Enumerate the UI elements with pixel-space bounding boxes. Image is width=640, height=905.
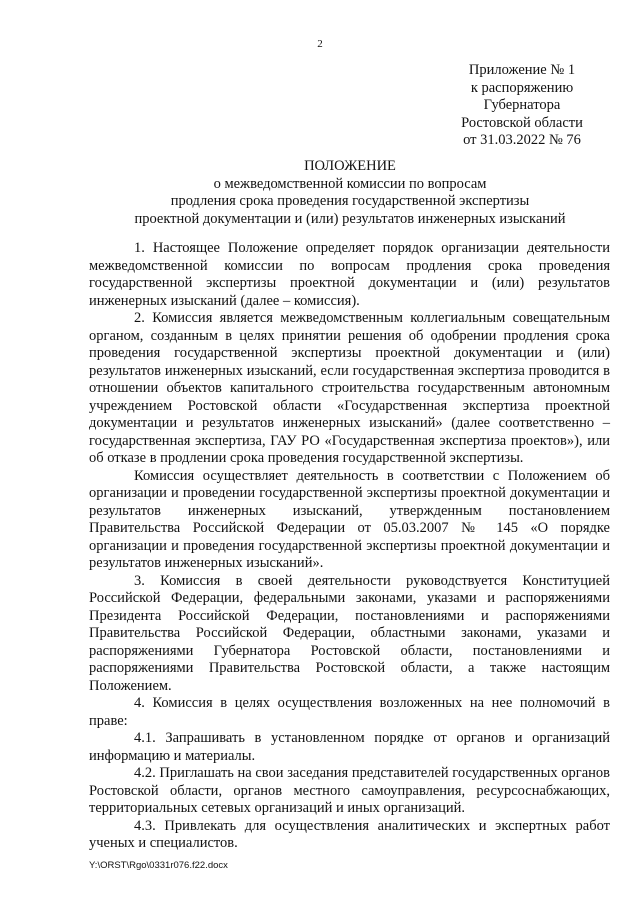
title-line: продления срока проведения государственной экспертизы bbox=[170, 193, 530, 209]
paragraph-1: 1. Настоящее Положение определяет порядок организации деятельности межведомственной комиссии по вопросам продления срока проведения государственной экспертизы проектной документации и (или) результатов инженерных изысканий (далее – комиссия). bbox=[89, 240, 610, 309]
paragraph-4-2: 4.2. Приглашать на свои заседания представителей государственных органов Ростовской области, органов местного самоуправления, ресурсоснабжающих, территориальных сетевых организаций и иных организаций. bbox=[89, 765, 610, 816]
appendix-line: Ростовской области bbox=[461, 114, 583, 131]
paragraph-4-3: 4.3. Привлекать для осуществления аналитических и экспертных работ ученых и специалистов. bbox=[89, 817, 610, 851]
document-body bbox=[89, 240, 610, 853]
page-number: 2 bbox=[317, 38, 323, 50]
title-heading: ПОЛОЖЕНИЕ bbox=[304, 158, 396, 174]
paragraph-4-1: 4.1. Запрашивать в установленном порядке от органов и организаций информацию и материалы. bbox=[89, 730, 610, 764]
appendix-line: Губернатора bbox=[483, 97, 561, 113]
appendix-line: от 31.03.2022 № 76 bbox=[463, 132, 581, 148]
paragraph-2: 2. Комиссия является межведомственным коллегиальным совещательным органом, созданным в целях принятии решения об одобрении продления срока проведения государственной экспертизы проектной документации и (или) результатов инженерных изысканий, если государственная экспертиза проводится в отношении объектов капитального строительства государственным автономным учреждением Ростовской области «Государственная экспертиза проектной документации и результатов инженерных изысканий» (далее соответственно – государственная экспертиза, ГАУ РО «Государственная экспертиза проектов»), или об отказе в продлении срока проведения государственной экспертизы. bbox=[89, 310, 610, 466]
appendix-line: Приложение № 1 bbox=[468, 62, 576, 78]
appendix-line: к распоряжению bbox=[470, 79, 574, 96]
paragraph-3: 3. Комиссия в своей деятельности руководствуется Конституцией Российской Федерации, федеральными законами, указами и распоряжениями Президента Российской Федерации, постановлениями и распоряжениями Правительства Российской Федерации, областными законами, указами и распоряжениями Губернатора Ростовской области, постановлениями и распоряжениями Правительства Ростовской области, а также настоящим Положением. bbox=[89, 572, 610, 694]
footer-file-path: Y:\ORST\Rgo\0331r076.f22.docx bbox=[89, 860, 228, 871]
paragraph-2-continued: Комиссия осуществляет деятельность в соответствии с Положением об организации и проведении государственной экспертизы проектной документации и результатов инженерных изысканий, утвержденным постановлением Правительства Российской Федерации от 05.03.2007 № 145 «О порядке организации и проведения государственной экспертизы проектной документации и результатов инженерных изысканий». bbox=[89, 467, 610, 571]
paragraph-4: 4. Комиссия в целях осуществления возложенных на нее полномочий в праве: bbox=[89, 695, 610, 729]
title-line: проектной документации и (или) результатов инженерных изысканий bbox=[134, 210, 566, 227]
document-title bbox=[70, 158, 630, 228]
appendix-header bbox=[432, 62, 612, 150]
title-line: о межведомственной комиссии по вопросам bbox=[213, 175, 487, 192]
